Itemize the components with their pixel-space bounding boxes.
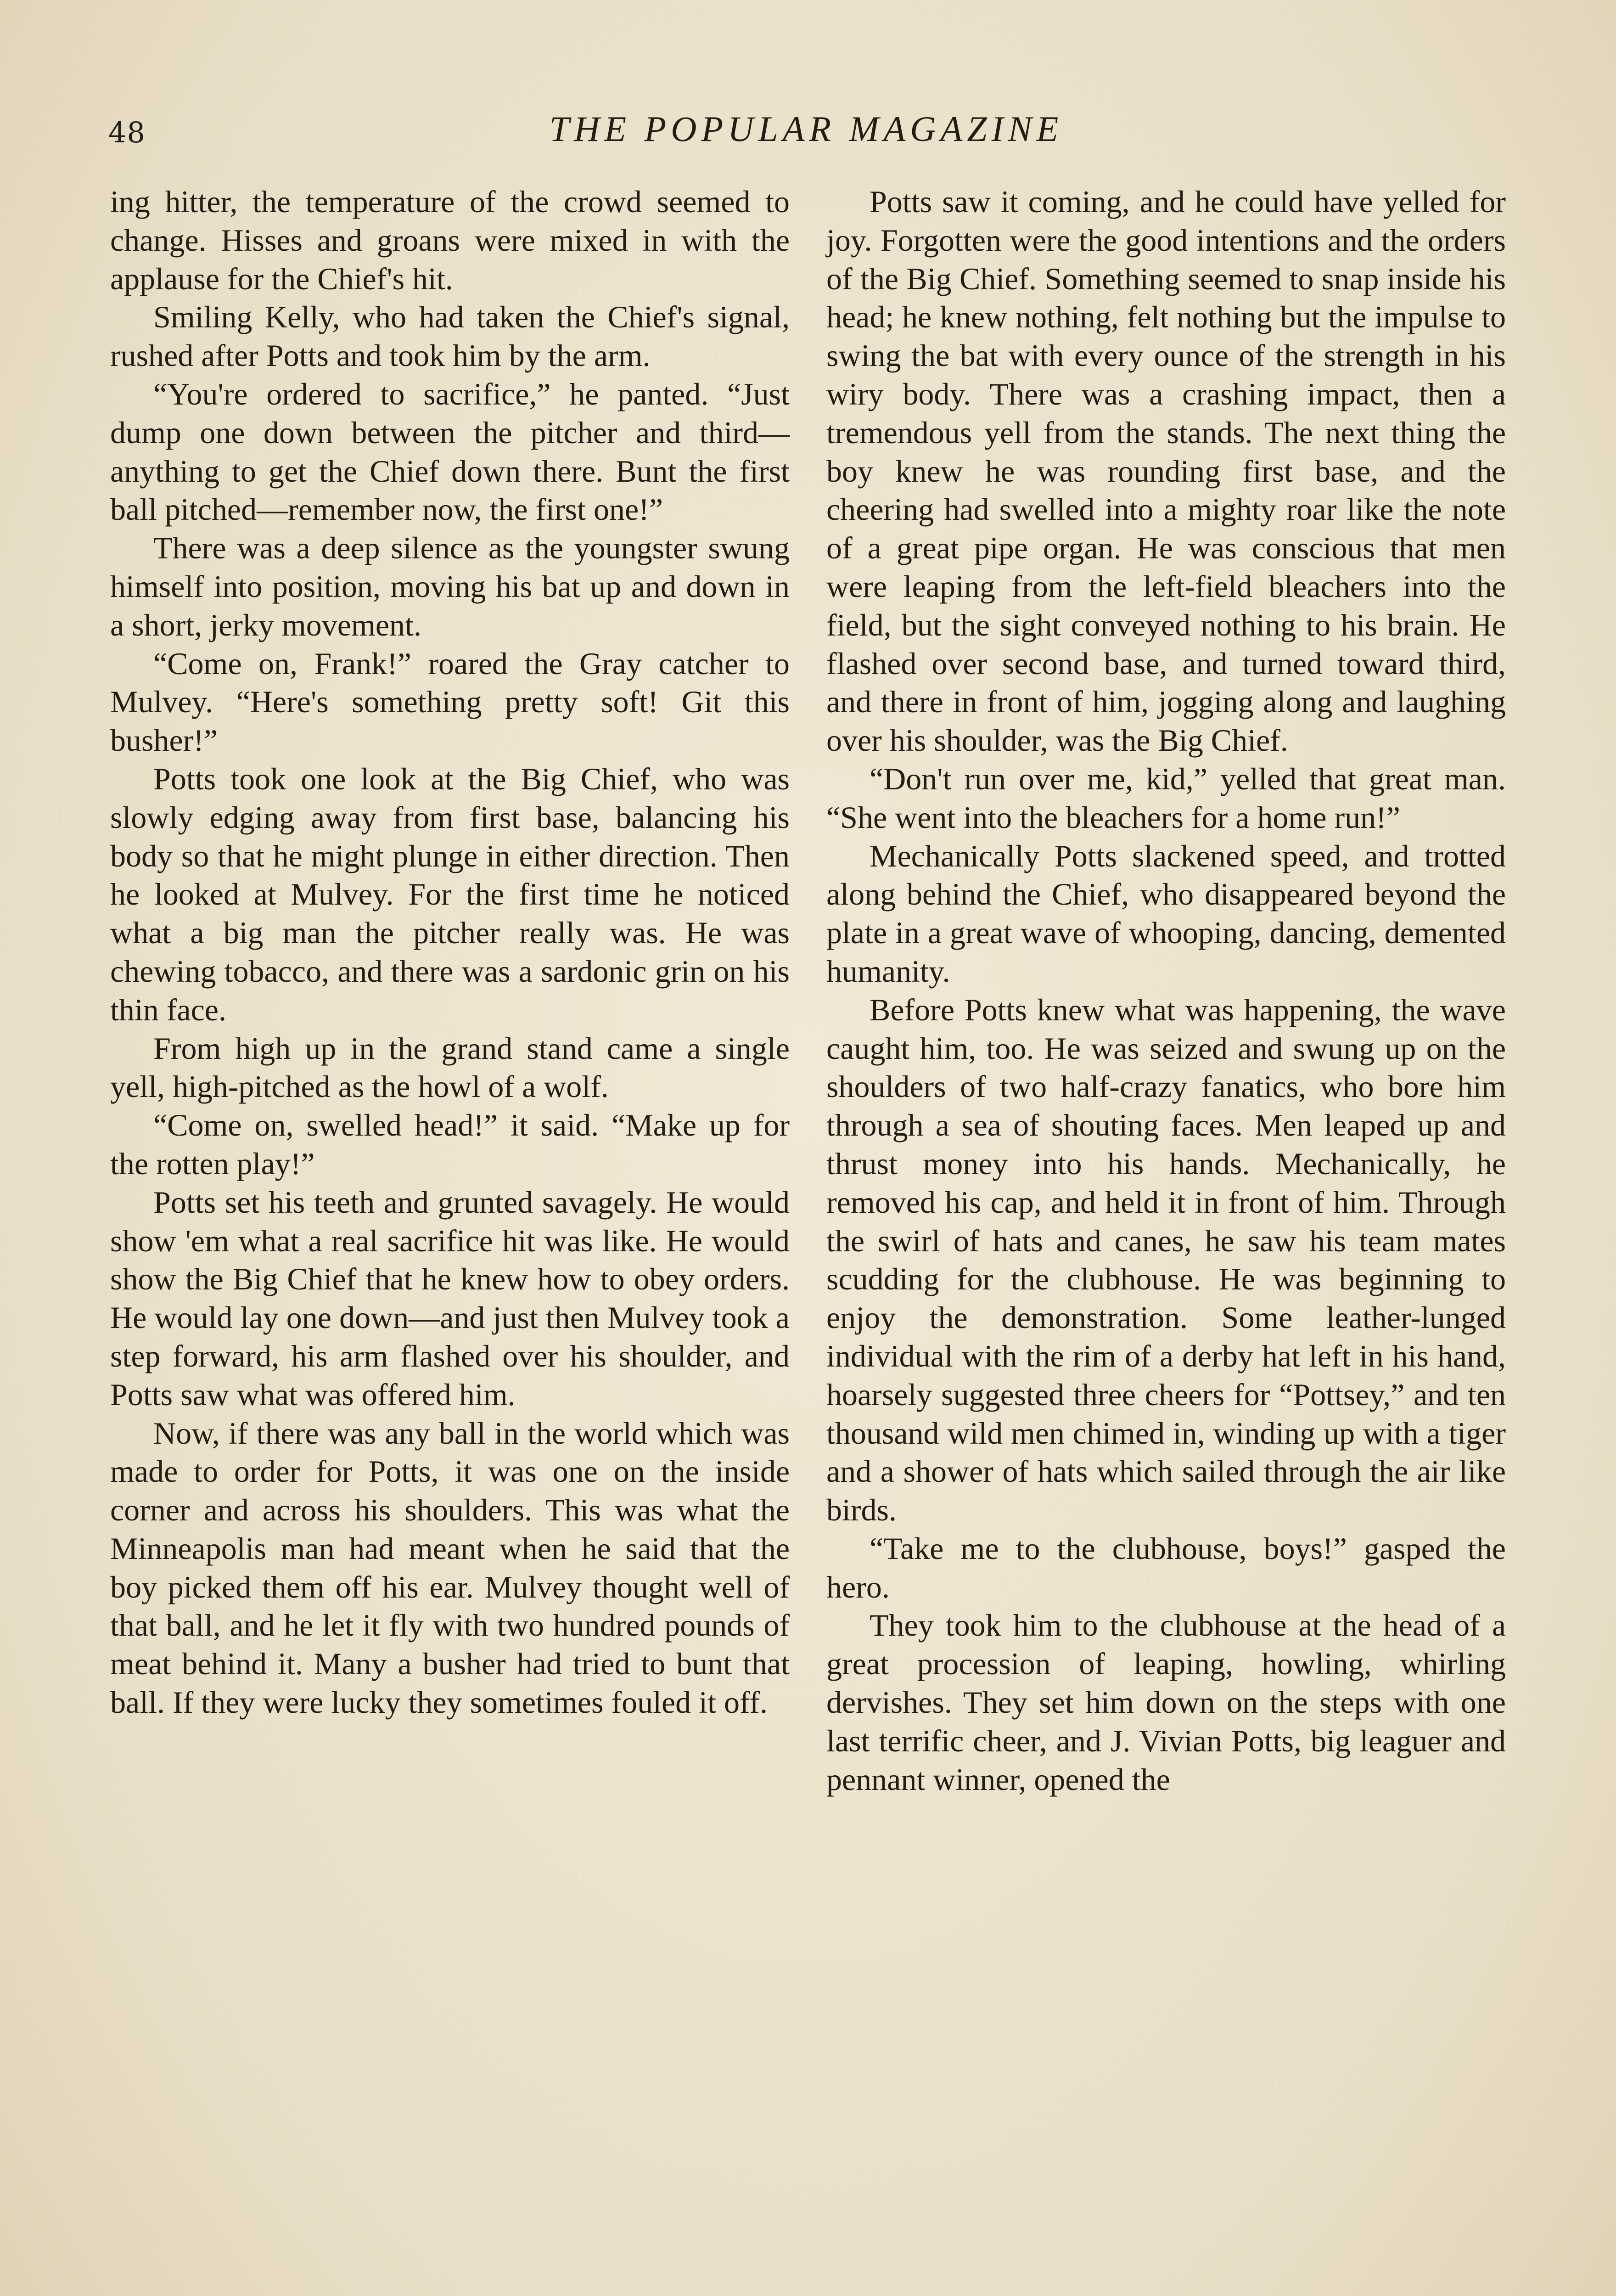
paragraph: “Take me to the clubhouse, boys!” gasped the hero. — [826, 1531, 1506, 1604]
paragraph: Potts saw it coming, and he could have yelled for joy. Forgotten were the good intentions and the orders of the Big Chief. Something seemed to snap inside his head; he knew nothing, felt nothing but the impulse to swing the bat with every ounce of the strength in his wiry body. There was a crashing impact, then a tremendous yell from the stands. The next thing the boy knew he was rounding first base, and the cheering had swelled into a mighty roar like the note of a great pipe organ. He was conscious that men were leaping from the left-field bleachers into the field, but the sight conveyed nothing to his brain. He flashed over second base, and turned toward third, and there in front of him, jogging along and laughing over his shoulder, was the Big Chief. — [826, 184, 1506, 758]
paragraph: Mechanically Potts slackened speed, and trotted along behind the Chief, who disappeared beyond the plate in a great wave of whooping, dancing, demented humanity. — [826, 838, 1506, 989]
text-column-left — [110, 183, 790, 1722]
page-number: 48 — [108, 116, 146, 149]
paragraph: “Come on, swelled head!” it said. “Make up for the rotten play!” — [110, 1108, 790, 1181]
text-column-right — [826, 183, 1506, 1799]
paragraph: Potts took one look at the Big Chief, who was slowly edging away from first base, balancing his body so that he might plunge in either direction. Then he looked at Mulvey. For the first time he noticed what a big man the pitcher really was. He was chewing tobacco, and there was a sardonic grin on his thin face. — [110, 761, 790, 1027]
paragraph: Before Potts knew what was happening, the wave caught him, too. He was seized and swung up on the shoulders of two half-crazy fanatics, who bore him through a sea of shouting faces. Men leaped up and thrust money into his hands. Mechanically, he removed his cap, and held it in front of him. Through the swirl of hats and canes, he saw his team mates scudding for the clubhouse. He was beginning to enjoy the demonstration. Some leather-lunged individual with the rim of a derby hat left in his hand, hoarsely suggested three cheers for “Pottsey,” and ten thousand wild men chimed in, winding up with a tiger and a shower of hats which sailed through the air like birds. — [826, 992, 1506, 1528]
page-header — [108, 102, 1504, 157]
paragraph: They took him to the clubhouse at the head of a great procession of leaping, howling, whirling dervishes. They set him down on the steps with one last terrific cheer, and J. Vivian Potts, big leaguer and pennant winner, opened the — [826, 1608, 1506, 1797]
paragraph: “Don't run over me, kid,” yelled that great man. “She went into the bleachers for a home run!” — [826, 761, 1506, 835]
paragraph: “You're ordered to sacrifice,” he panted. “Just dump one down between the pitcher and third—anything to get the Chief down there. Bunt the first ball pitched—remember now, the first one!” — [110, 376, 790, 527]
paragraph: ing hitter, the temperature of the crowd seemed to change. Hisses and groans were mixed in with the applause for the Chief's hit. — [110, 184, 790, 296]
paragraph: Potts set his teeth and grunted savagely. He would show 'em what a real sacrifice hit was like. He would show the Big Chief that he knew how to obey orders. He would lay one down—and just then Mulvey took a step forward, his arm flashed over his shoulder, and Potts saw what was offered him. — [110, 1184, 790, 1412]
running-title: THE POPULAR MAGAZINE — [549, 109, 1063, 149]
paragraph: Smiling Kelly, who had taken the Chief's signal, rushed after Potts and took him by the arm. — [110, 299, 790, 373]
paragraph: There was a deep silence as the youngster swung himself into position, moving his bat up and down in a short, jerky movement. — [110, 530, 790, 642]
paragraph: Now, if there was any ball in the world which was made to order for Potts, it was one on the inside corner and across his shoulders. This was what the Minneapolis man had meant when he said that the boy picked them off his ear. Mulvey thought well of that ball, and he let it fly with two hundred pounds of meat behind it. Many a busher had tried to bunt that ball. If they were lucky they sometimes fouled it off. — [110, 1415, 790, 1720]
paragraph: “Come on, Frank!” roared the Gray catcher to Mulvey. “Here's something pretty soft! Git this busher!” — [110, 646, 790, 758]
paragraph: From high up in the grand stand came a single yell, high-pitched as the howl of a wolf. — [110, 1030, 790, 1104]
